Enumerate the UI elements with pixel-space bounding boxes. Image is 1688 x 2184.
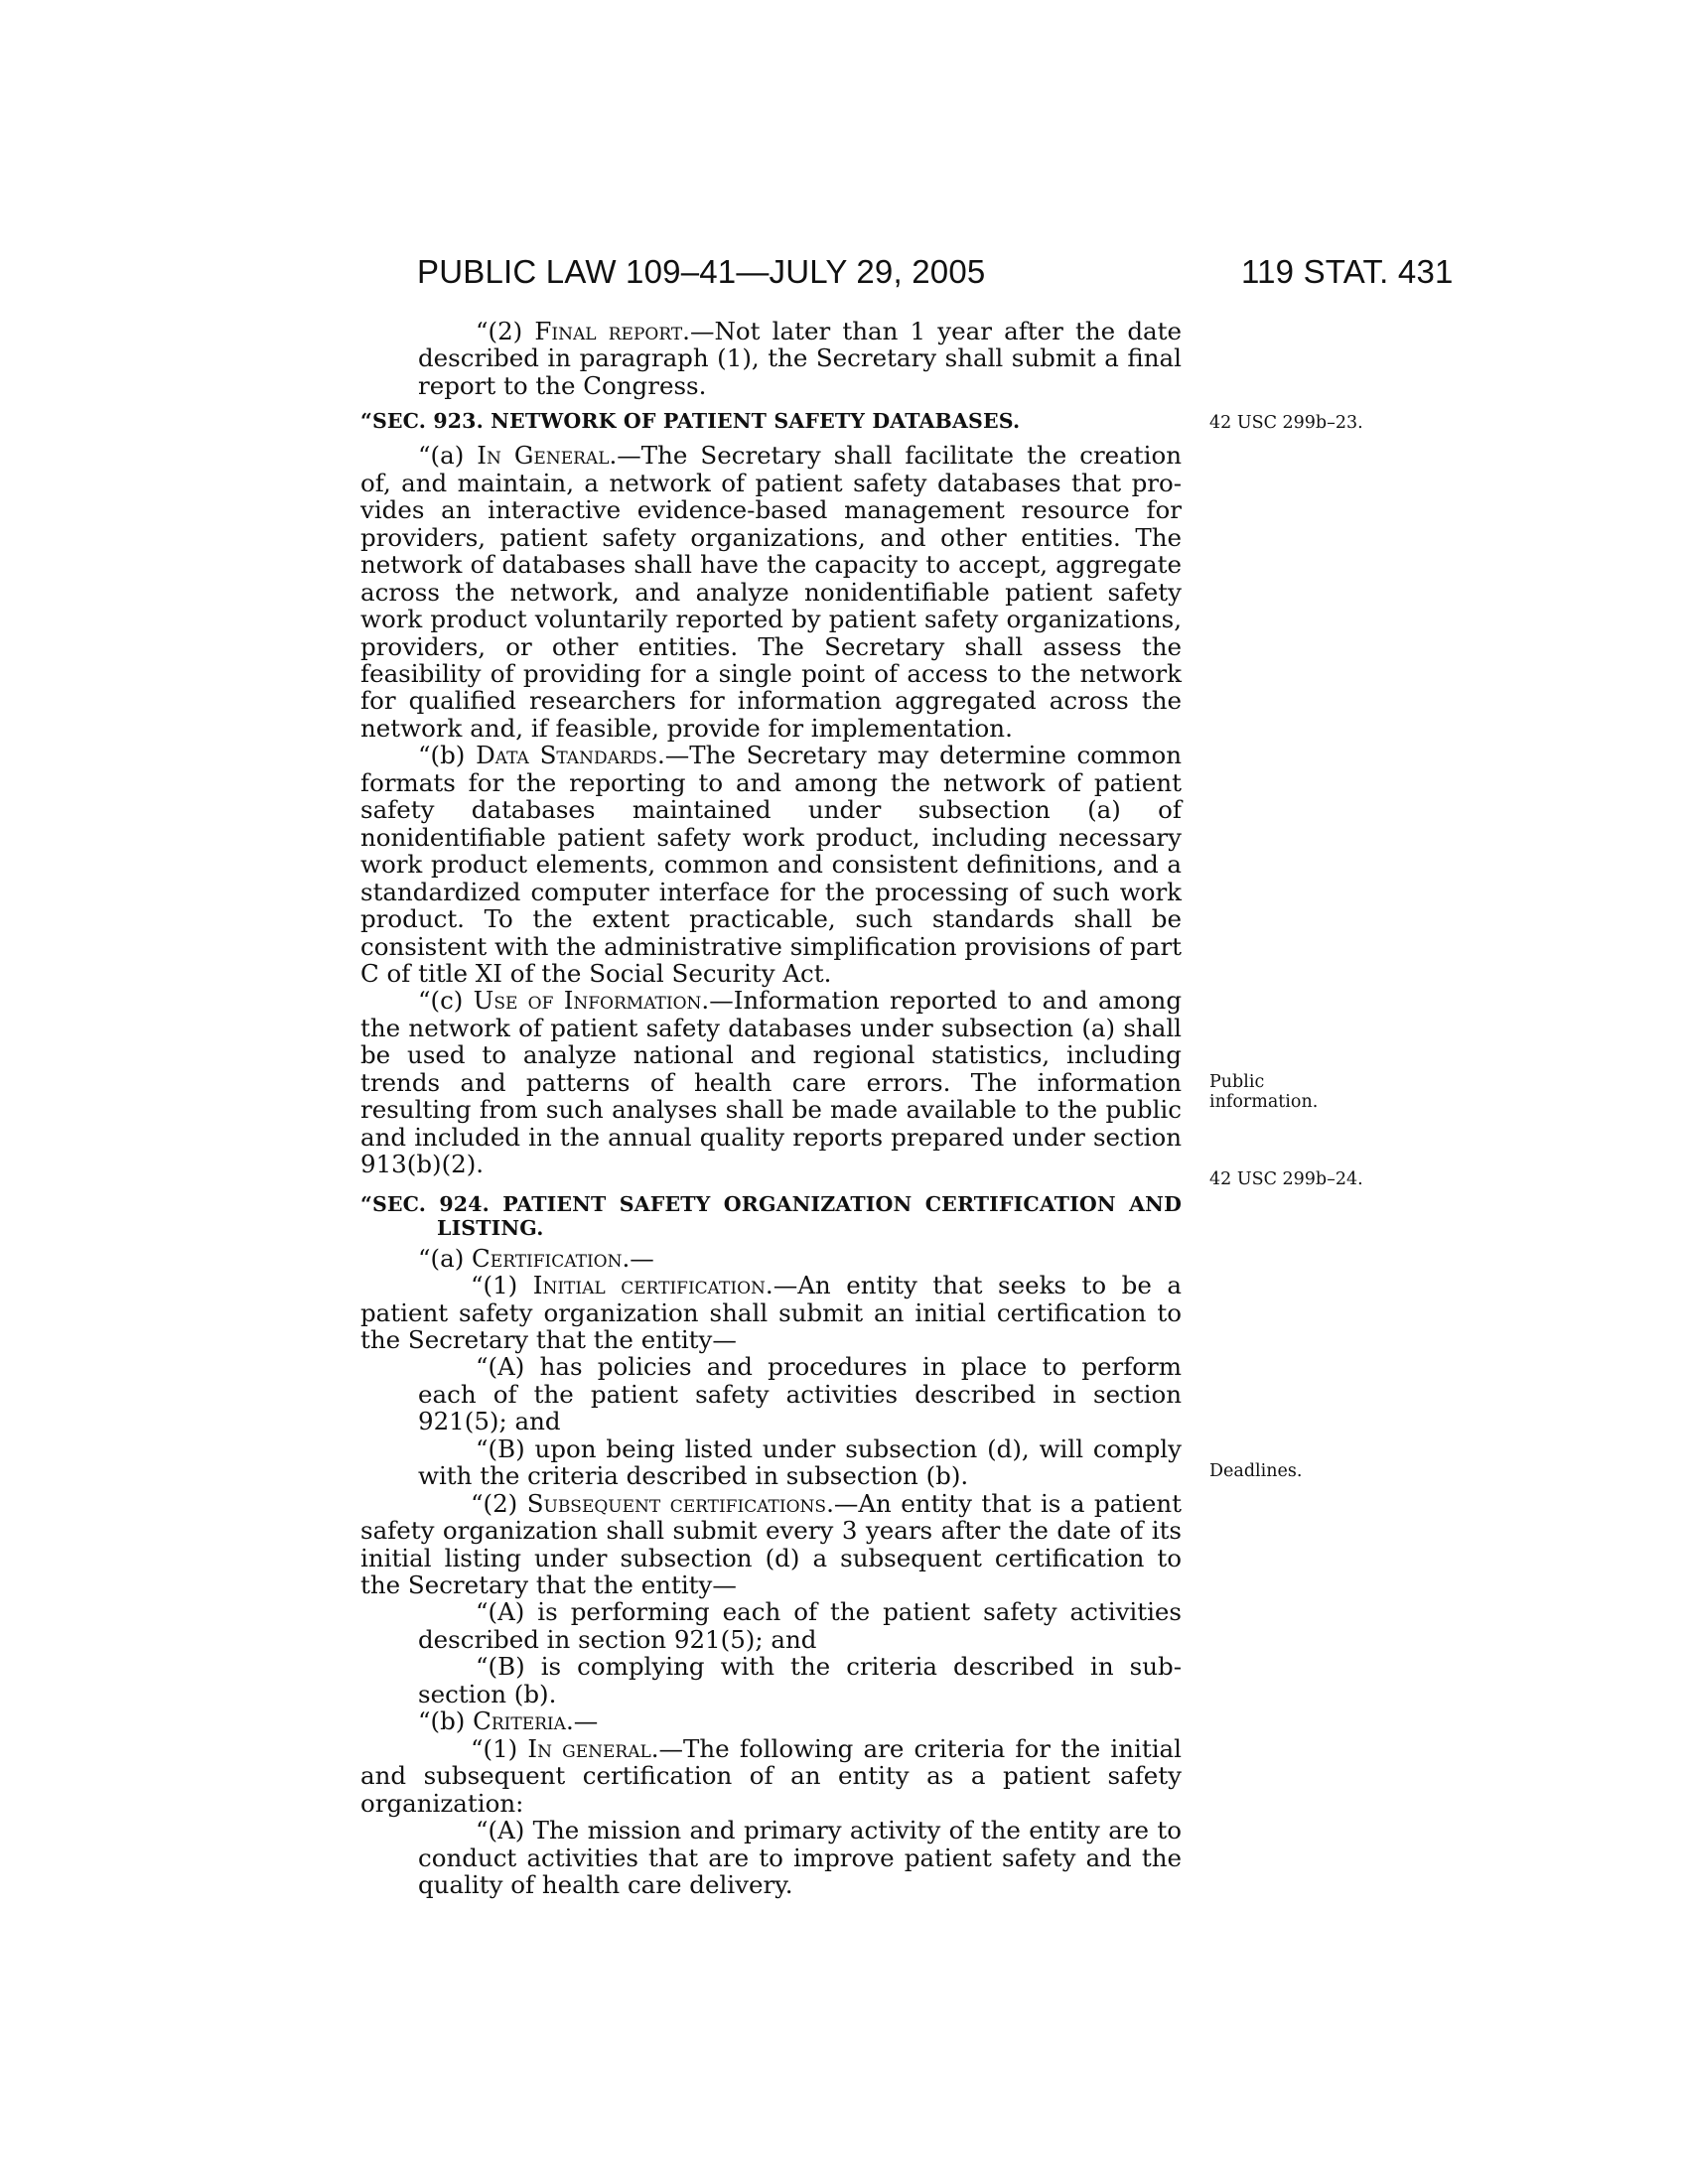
para-923-b-data-standards: “(b) Data Standards.—The Secretary may determine common formats for the reporting to and among the network of patient safety databases maintained under subsection (a) of nonidentifiable patient safety work product, including necessary work product elements, common and consistent definitions, and a standardized computer interface for the processing of such work product. To the extent practicable, such standards shall be consistent with the administrative simplification provisions of part C of title XI of the Social Security Act. xyxy=(360,741,1182,988)
margin-note-usc-923: 42 USC 299b–23. xyxy=(1209,413,1363,433)
statute-text xyxy=(360,318,1182,1898)
margin-note-usc-924: 42 USC 299b–24. xyxy=(1209,1169,1363,1189)
running-head-page-number: 119 STAT. 431 xyxy=(1241,253,1454,290)
para-924-a2-B: “(B) is complying with the criteria described in subsection (b). xyxy=(418,1652,1182,1708)
para-924-a2-subsequent-certifications: “(2) Subsequent certifications.—An entity that is a patient safety organization shall submit every 3 years after the date of its initial listing under subsection (d) a subsequent certification to the Secretary that the entity— xyxy=(360,1488,1182,1600)
para-924-b-criteria: “(b) Criteria.— xyxy=(418,1706,599,1736)
para-final-report: “(2) Final report.—Not later than 1 year after the date described in paragraph (1), the Secretary shall submit a final report to the Congress. xyxy=(418,317,1182,400)
section-923-heading: “SEC. 923. NETWORK OF PATIENT SAFETY DATABASES. xyxy=(360,409,1021,434)
para-924-a1-A: “(A) has policies and procedures in place to perform each of the patient safety activities described in section 921(5); and xyxy=(418,1352,1182,1436)
para-924-a2-A: “(A) is performing each of the patient safety activities described in section 921(5); and xyxy=(418,1597,1182,1654)
running-head-title: PUBLIC LAW 109–41—JULY 29, 2005 xyxy=(417,253,986,290)
margin-note-deadlines: Deadlines. xyxy=(1209,1461,1303,1481)
para-924-b1-A: “(A) The mission and primary activity of the entity are to conduct activities that are to improve patient safety and the quality of health care delivery. xyxy=(418,1816,1182,1900)
para-924-a1-initial-certification: “(1) Initial certification.—An entity that seeks to be a patient safety organization shall submit an initial certification to the Secretary that the entity— xyxy=(360,1271,1182,1354)
para-924-a1-B: “(B) upon being listed under subsection (d), will comply with the criteria described in subsection (b). xyxy=(418,1433,1182,1491)
para-924-a-certification: “(a) Certification.— xyxy=(418,1243,654,1273)
section-924-heading: “SEC. 924. PATIENT SAFETY ORGANIZATION CERTIFICATION AND LISTING. xyxy=(360,1191,1182,1240)
para-923-c-use-of-information: “(c) Use of Information.—Information reported to and among the network of patient safety databases under subsection (a) shall be used to analyze national and regional statistics, including trends and patterns of health care errors. The information resulting from such analyses shall be made available to the public and included in the annual quality reports prepared under section 913(b)(2). xyxy=(360,986,1183,1179)
margin-note-public-information: Public information. xyxy=(1209,1072,1319,1112)
para-924-b1-in-general: “(1) In general.—The following are criteria for the initial and subsequent certification of an entity as a patient safety organization: xyxy=(360,1733,1182,1818)
para-923-a-in-general: “(a) In General.—The Secretary shall facilitate the creation of, and maintain, a network of patient safety databases that provides an interactive evidence-based management resource for providers, patient safety organizations, and other entities. The network of databases shall have the capacity to accept, aggregate across the network, and analyze nonidentifiable patient safety work product voluntarily reported by patient safety organizations, providers, or other entities. The Secretary shall assess the feasibility of providing for a single point of access to the network for qualified researchers for information aggregated across the network and, if feasible, provide for implementation. xyxy=(360,441,1182,743)
